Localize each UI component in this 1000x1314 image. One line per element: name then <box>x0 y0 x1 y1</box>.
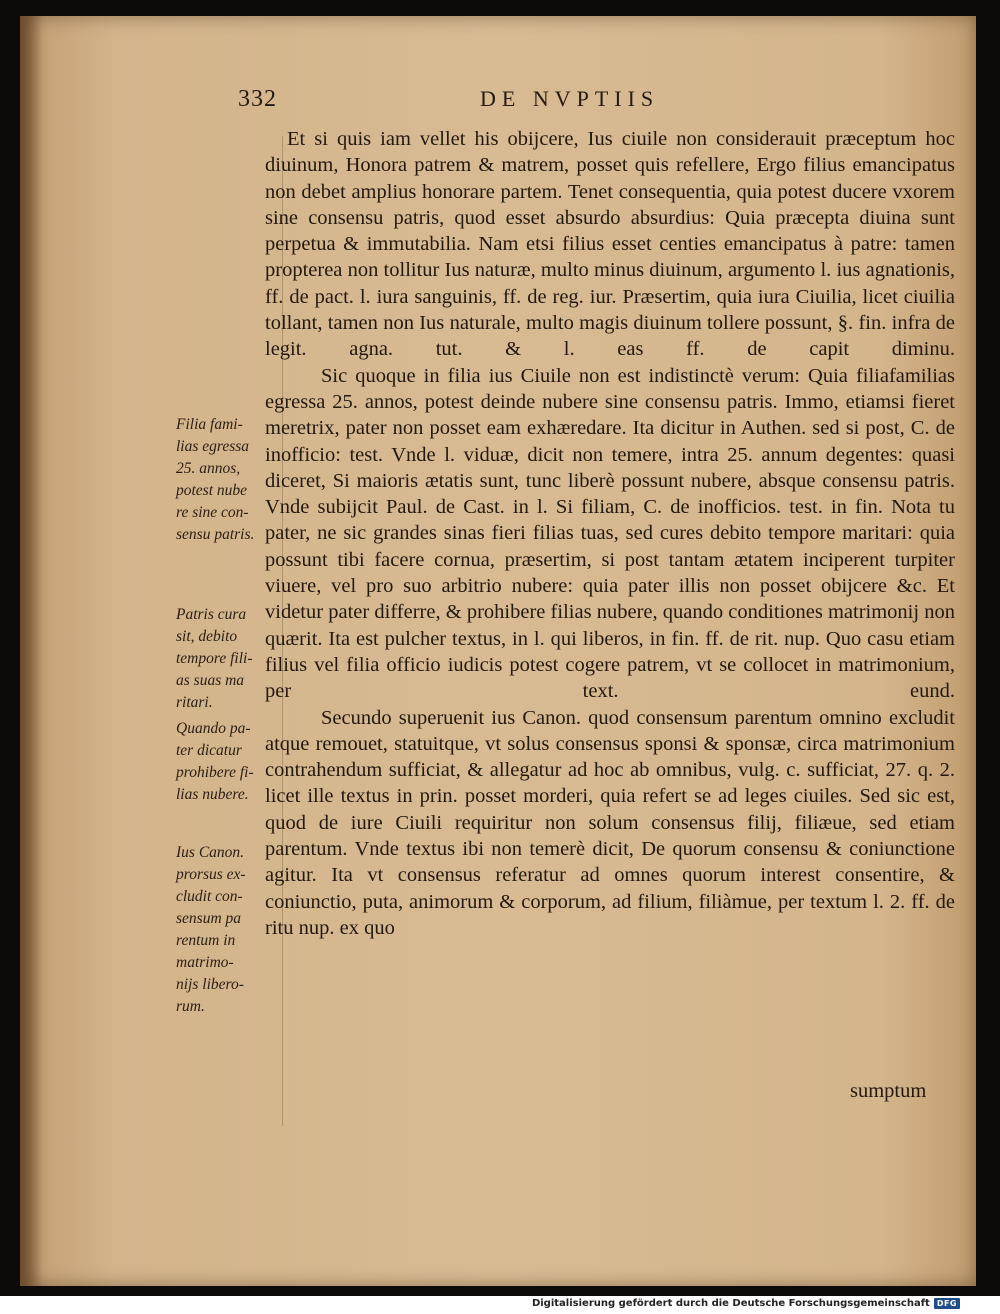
margin-note-filia-familias: Filia fami- lias egressa 25. annos, potest nube re sine con- sensu patris. <box>176 416 255 543</box>
running-head: DE NVPTIIS <box>480 86 660 111</box>
main-text <box>265 126 955 941</box>
paragraph-2: Sic quoque in filia ius Ciuile non est indistinctè verum: Quia filiafamilias egressa 25. annos, potest deinde nubere sine consensu patris. Immo, etiamsi fieret meretrix, pater non posset eam exhæredare. Ita dicitur in Authen. sed si post, C. de inofficio: test. Vnde l. viduæ, dicit non temere, intra 25. annum degentes: quasi diceret, Si maioris ætatis sunt, tunc liberè possunt nubere, absque consensu patris. Vnde subijcit Paul. de Cast. in l. Si filiam, C. de inofficios. test. in fin. Nota tu pater, ne sic grandes sinas fieri filias tuas, sed cures debito tempore maritari: quia possunt tibi facere cornua, præsertim, si post tantam ætatem inciperent turpiter viuere, vel pro suo arbitrio nubere: quia pater illis non posset obijcere &c. Et videtur pater differre, & prohibere filias nubere, quando conditiones matrimonij non quærit. Ita est pulcher textus, in l. qui liberos, in fin. ff. de rit. nup. Quo casu etiam filius vel filia officio iudicis potest cogere patrem, vt se collocet in matrimonium, per text. eund. <box>265 364 955 703</box>
credit-text: Digitalisierung gefördert durch die Deutsche Forschungsgemeinschaft <box>531 1298 930 1309</box>
page-spine-shadow <box>20 16 42 1286</box>
margin-note-quando-pater: Quando pa- ter dicatur prohibere fi- lias nubere. <box>176 720 254 803</box>
paragraph-3: Secundo superuenit ius Canon. quod consensum parentum omnino excludit atque remouet, statuitque, vt solus consensus sponsi & sponsæ, circa matrimonium contrahendum sufficiat, & allegatur ad hoc ab omnibus, vulg. c. sufficiat, 27. q. 2. licet ille textus in prin. posset morderi, quia refert se ad leges ciuiles. Sed sic est, quod de iure Ciuili requiritur non solum consensus filij, filiæue, sed etiam parentum. Vnde textus ibi non temerè dicit, De quorum consensu & coniunctione agitur. Ita vt consensus referatur ad omnes quorum interest consentire, & coniunctio, puta, animorum & corporum, ad filium, filiàmue, per textum l. 2. ff. de ritu nup. ex quo <box>265 706 955 939</box>
paragraph-1: Et si quis iam vellet his obijcere, Ius ciuile non considerauit præceptum hoc diuinum, Honora patrem & matrem, posset quis refellere, Ergo filius emancipatus non debet amplius honorare partem. Tenet consequentia, quia potest ducere vxorem sine consensu patris, quod esset absurdo absurdius: Quia præcepta diuina sunt perpetua & immutabilia. Nam etsi filius esset centies emancipatus à patre: tamen propterea non tollitur Ius naturæ, multo minus diuinum, argumento l. ius agnationis, ff. de pact. l. iura sanguinis, ff. de reg. iur. Præsertim, quia iura Ciuilia, licet ciuilia tollant, tamen non Ius naturale, multo magis diuinum tollere possunt, §. fin. infra de legit. agna. tut. & l. eas ff. de capit diminu. <box>265 128 955 361</box>
margin-note-patris-cura: Patris cura sit, debito tempore fili- as suas ma ritari. <box>176 606 253 711</box>
page-number: 332 <box>238 86 277 112</box>
margin-note-ius-canon: Ius Canon. prorsus ex- cludit con- sensum pa rentum in matrimo- nijs libero- rum. <box>176 844 246 1015</box>
digitization-credit <box>532 1298 960 1309</box>
catchword: sumptum <box>850 1080 927 1102</box>
page-header <box>0 80 1000 120</box>
dfg-logo: DFG <box>934 1298 960 1309</box>
